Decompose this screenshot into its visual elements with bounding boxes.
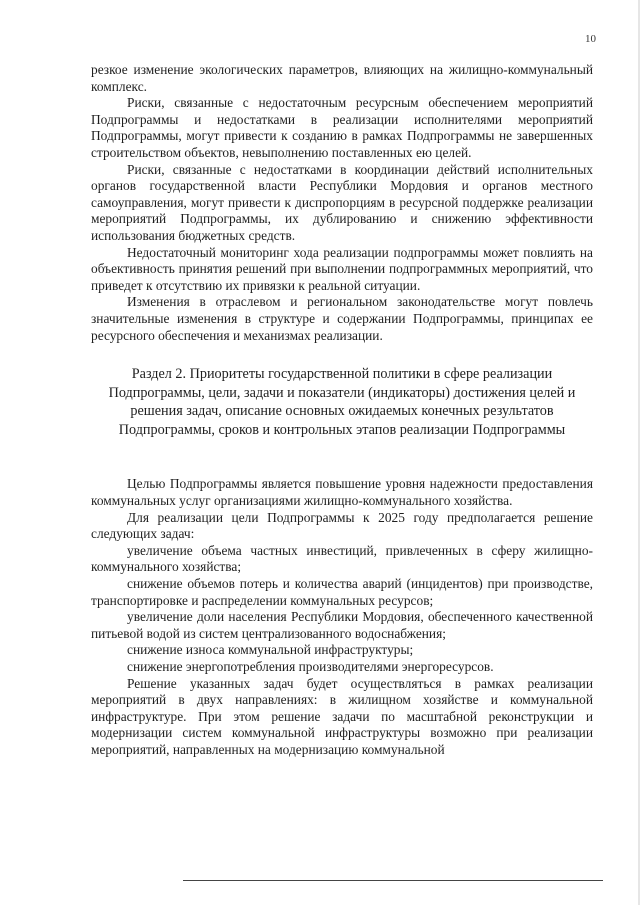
paragraph: Недостаточный мониторинг хода реализации подпрограммы может повлиять на объективность принятия решений при выполнении подпрограммных мероприятий, что приведет к отсутствию их привязки к реальной ситуации.: [91, 244, 593, 293]
paragraph: Изменения в отраслевом и региональном законодательстве могут повлечь значительные изменения в структуре и содержании Подпрограммы, принципах ее ресурсного обеспечения и механизмах реализации.: [91, 294, 593, 343]
list-item: увеличение объема частных инвестиций, привлеченных в сферу жилищно-коммунального хозяйства;: [91, 542, 593, 575]
paragraph: Риски, связанные с недостаточным ресурсным обеспечением мероприятий Подпрограммы и недостатками в реализации исполнителями мероприятий Подпрограммы, могут привести к созданию в рамках Подпрограммы не завершенных строительством объектов, невыполнению поставленных ею целей.: [91, 95, 593, 160]
section-heading: Раздел 2. Приоритеты государственной политики в сфере реализации Подпрограммы, цели, задачи и показатели (индикаторы) достижения целей и решения задач, описание основных ожидаемых конечных результатов Подпрограммы, сроков и контрольных этапов реализации Подпрограммы: [108, 366, 576, 438]
list-item: увеличение доли населения Республики Мордовия, обеспеченного качественной питьевой водой из систем централизованного водоснабжения;: [91, 609, 593, 641]
footer-rule: [183, 880, 603, 881]
document-body: [91, 62, 593, 759]
page-number: 10: [585, 33, 596, 45]
spacer: [91, 439, 593, 476]
list-item: снижение износа коммунальной инфраструктуры;: [127, 642, 414, 658]
paragraph: Решение указанных задач будет осуществляться в рамках реализации мероприятий в двух направлениях: в жилищном хозяйстве и коммунальной инфраструктуре. При этом решение задачи по масштабной реконструкции и модернизации систем коммунальной инфраструктуры возможно при реализации мероприятий, направленных на модернизацию коммунальной: [91, 675, 593, 757]
paragraph: Риски, связанные с недостатками в координации действий исполнительных органов государственной власти Республики Мордовия и органов местного самоуправления, могут привести к диспропорциям в ресурсной поддержке реализации мероприятий Подпрограммы, их дублированию и снижению эффективности использования бюджетных средств.: [91, 161, 593, 243]
paragraph: Целью Подпрограммы является повышение уровня надежности предоставления коммунальных услуг организациями жилищно-коммунального хозяйства.: [91, 476, 593, 509]
list-item: снижение энергопотребления производителями энергоресурсов.: [127, 659, 494, 674]
list-item: снижение объемов потерь и количества аварий (инцидентов) при производстве, транспортировке и распределении коммунальных ресурсов;: [91, 576, 593, 608]
paragraph: Для реализации цели Подпрограммы к 2025 году предполагается решение следующих задач:: [91, 509, 593, 542]
paragraph: резкое изменение экологических параметров, влияющих на жилищно-коммунальный комплекс.: [91, 62, 593, 94]
